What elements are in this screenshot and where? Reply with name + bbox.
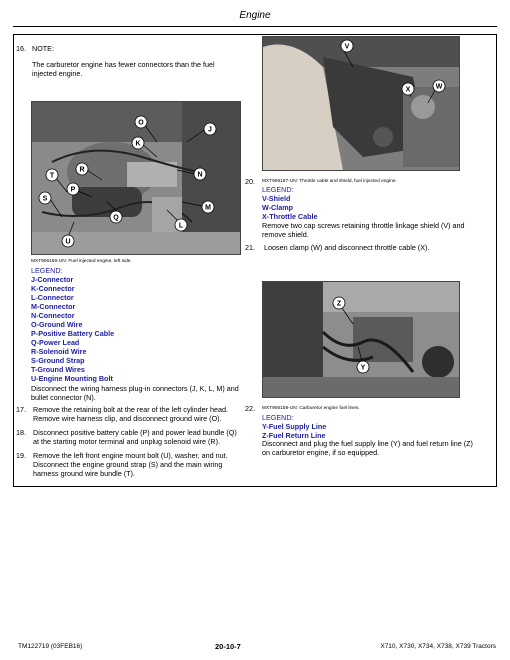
callout-t: T [49, 172, 55, 180]
footer-page-number: 20-10-7 [215, 642, 241, 651]
throttle-shield-illustration [263, 37, 459, 170]
callout-v: V [344, 43, 350, 51]
callout-q: Q [113, 214, 119, 222]
callout-l: L [178, 222, 184, 230]
figure-1-instruction: Disconnect the wiring harness plug-in connectors (J, K, L, M) and bullet connector (N). [31, 384, 239, 402]
figure-3-legend-list [262, 422, 326, 440]
callout-u: U [65, 238, 71, 246]
photo-fuel-injected-engine-left-side [31, 101, 241, 255]
callout-z: Z [336, 300, 342, 308]
legend-item: T-Ground Wires [31, 365, 85, 374]
figure-1-legend-list [31, 275, 114, 383]
step-17-text: Remove the retaining bolt at the rear of the left cylinder head. Remove wire harness clip, and disconnect ground wire (O). [33, 405, 228, 423]
callout-x: X [405, 86, 411, 94]
legend-item: K-Connector [31, 284, 75, 293]
callout-o: O [138, 119, 144, 127]
figure-1-caption: MXT906156-UN: Fuel injected engine, left side. [31, 259, 132, 264]
step-21-number: 21. [245, 243, 255, 252]
step-20-text: Remove two cap screws retaining throttle linkage shield (V) and remove shield. [262, 221, 465, 239]
step-18-text: Disconnect positive battery cable (P) and power lead bundle (Q) at the starting motor terminal and unplug solenoid wire (R). [33, 428, 237, 446]
legend-item: W-Clamp [262, 203, 293, 212]
legend-item: R-Solenoid Wire [31, 347, 87, 356]
step-16-number: 16. [16, 44, 26, 53]
photo-throttle-cable-and-shield [262, 36, 460, 171]
legend-item: Q-Power Lead [31, 338, 80, 347]
note-label: NOTE: [32, 44, 54, 53]
photo-carburetor-fuel-lines [262, 281, 460, 398]
callout-k: K [135, 140, 141, 148]
fuel-lines-illustration [263, 282, 459, 397]
step-18-number: 18. [16, 428, 26, 437]
legend-item: U-Engine Mounting Bolt [31, 374, 113, 383]
callout-r: R [79, 166, 85, 174]
legend-item: N-Connector [31, 311, 75, 320]
step-19-number: 19. [16, 451, 26, 460]
step-17-number: 17. [16, 405, 26, 414]
step-22-text: Disconnect and plug the fuel supply line (Y) and fuel return line (Z) on carburetor engine, if so equipped. [262, 439, 473, 457]
legend-item: Y-Fuel Supply Line [262, 422, 327, 431]
legend-item: V-Shield [262, 194, 291, 203]
legend-item: Z-Fuel Return Line [262, 431, 326, 440]
callout-j: J [208, 126, 212, 134]
figure-2-caption: MXT906157-UN: Throttle cable and shield, fuel injected engine. [262, 179, 397, 184]
step-22-number: 22. [245, 404, 255, 413]
legend-item: X-Throttle Cable [262, 212, 318, 221]
page-header-title: Engine [239, 10, 271, 21]
legend-item: J-Connector [31, 275, 74, 284]
callout-w: W [435, 83, 443, 91]
figure-3-caption: MXT906158-UN: Carburetor engine fuel lines. [262, 406, 360, 411]
callout-n: N [197, 171, 203, 179]
legend-item: O-Ground Wire [31, 320, 83, 329]
step-20-number: 20. [245, 177, 255, 186]
legend-item: M-Connector [31, 302, 76, 311]
figure-3-legend-title: LEGEND: [262, 413, 294, 422]
callout-m: M [205, 204, 211, 212]
figure-2-legend-title: LEGEND: [262, 185, 294, 194]
callout-p: P [70, 186, 76, 194]
legend-item: P-Positive Battery Cable [31, 329, 115, 338]
callout-y: Y [360, 364, 366, 372]
callout-s: S [42, 195, 48, 203]
legend-item: S-Ground Strap [31, 356, 85, 365]
legend-item: L-Connector [31, 293, 74, 302]
step-19-text: Remove the left front engine mount bolt (U), washer, and nut. Disconnect the engine ground strap (S) and the main wiring harness ground wire bundle (T). [33, 451, 228, 478]
figure-2-legend-list [262, 194, 318, 221]
step-21-text: Loosen clamp (W) and disconnect throttle cable (X). [264, 243, 430, 252]
header-rule [13, 26, 497, 27]
footer-models: X710, X730, X734, X738, X739 Tractors [380, 643, 496, 650]
note-text: The carburetor engine has fewer connectors than the fuel injected engine. [32, 60, 215, 78]
engine-left-side-illustration [32, 102, 240, 254]
figure-1-legend-title: LEGEND: [31, 266, 63, 275]
footer-document-id: TM122719 (03FEB16) [18, 643, 83, 650]
